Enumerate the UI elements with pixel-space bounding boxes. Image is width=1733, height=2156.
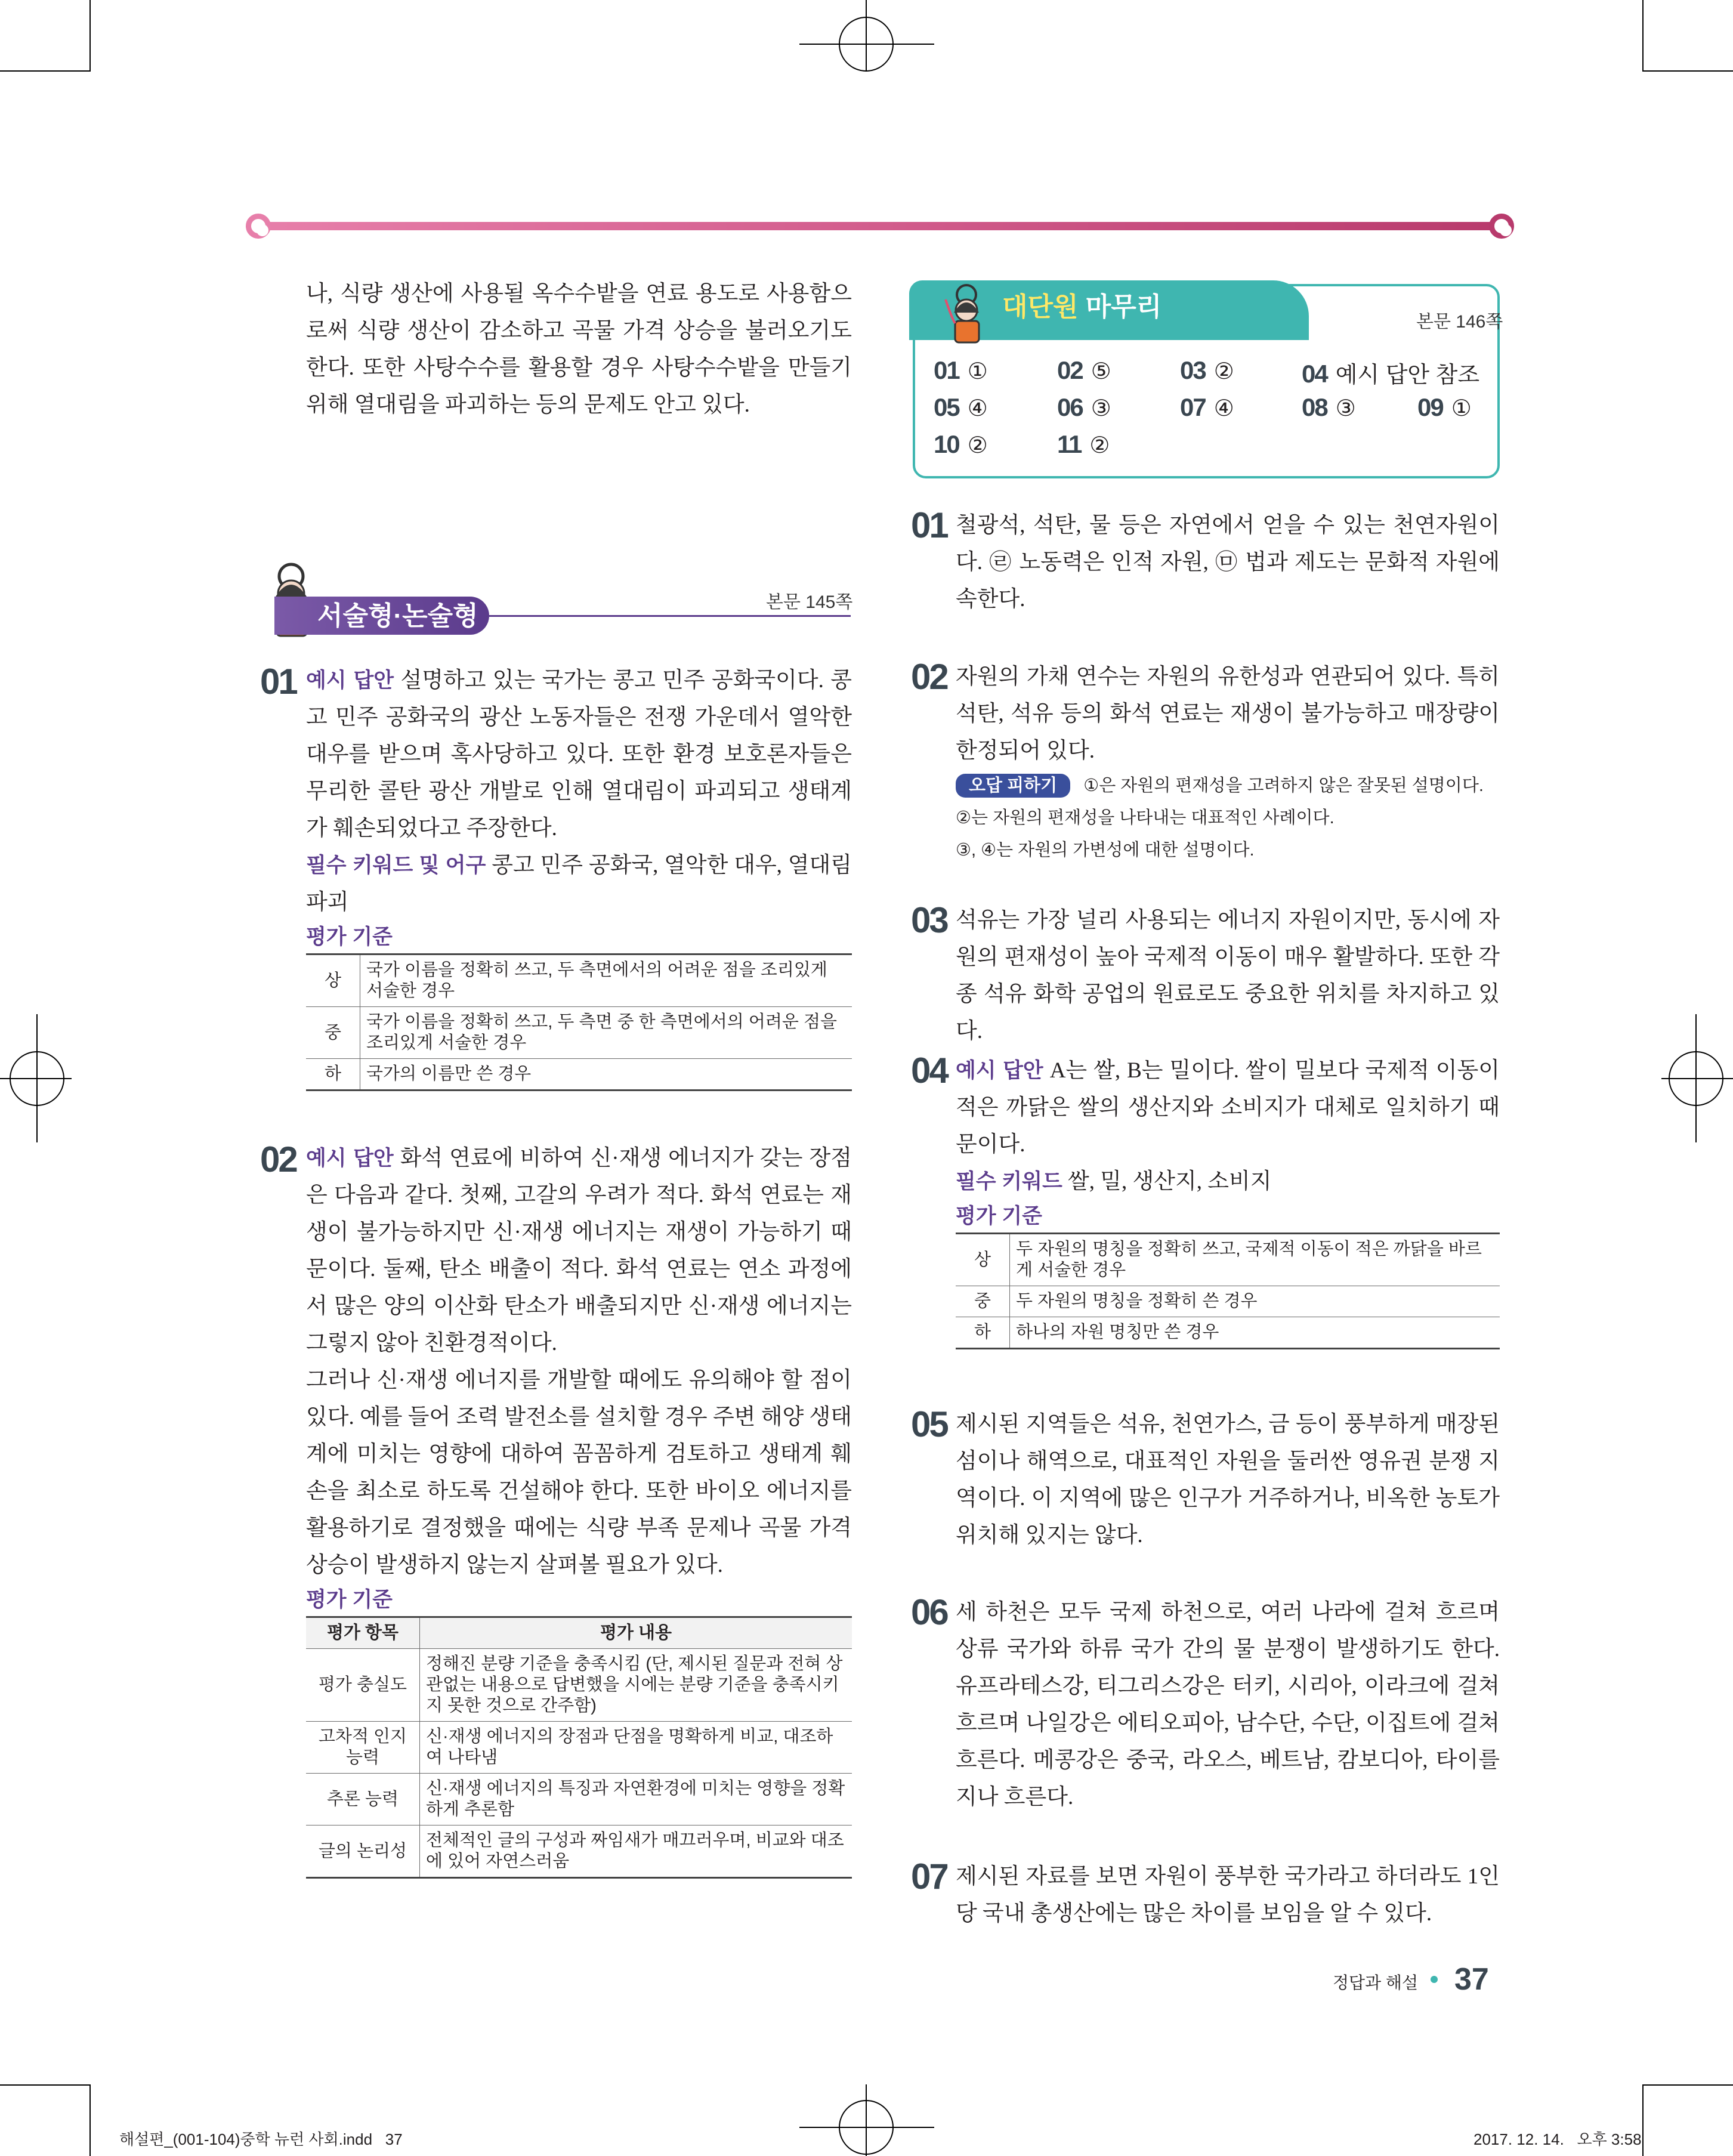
answer-num: 11 [1057, 430, 1082, 458]
answer-03 [1180, 356, 1234, 385]
table-row [956, 1286, 1500, 1317]
essay-ref: 본문 145쪽 [766, 592, 853, 612]
table-row [306, 1007, 852, 1059]
explanation-02-number: 02 [911, 657, 947, 697]
explanation-01-number: 01 [911, 505, 947, 545]
explanation-04-eval-label: 평가 기준 [956, 1204, 1042, 1228]
answer-06 [1057, 393, 1111, 422]
answer-04 [1302, 356, 1479, 389]
table-row [956, 1234, 1500, 1286]
registration-line [1661, 1078, 1733, 1079]
explanation-07-number: 07 [911, 1857, 947, 1896]
desc-cell: 국가 이름을 정확히 쓰고, 두 측면에서의 어려운 점을 조리있게 서술한 경우 [360, 955, 852, 1007]
answer-num: 06 [1057, 393, 1083, 421]
answer-value: 예시 답안 참조 [1335, 363, 1480, 388]
registration-line [36, 1014, 38, 1142]
crop-mark [1644, 70, 1733, 72]
grade-cell: 중 [956, 1286, 1010, 1317]
crop-mark [1642, 2084, 1644, 2156]
item-cell: 추론 능력 [306, 1774, 420, 1826]
table-row [306, 1059, 852, 1091]
explanation-04-answer [956, 1052, 1500, 1163]
answer-01 [934, 356, 988, 385]
answer-value: ① [967, 359, 988, 384]
desc-cell: 신·재생 에너지의 장점과 단점을 명확하게 비교, 대조하여 나타냄 [420, 1722, 852, 1774]
table-row [306, 955, 852, 1007]
explanation-06-text: 세 하천은 모두 국제 하천으로, 여러 나라에 걸쳐 흐르며 상류 국가와 하류 국가 간의 물 분쟁이 발생하기도 한다. 유프라테스강, 티그리스강은 터키, 시리아, 이라크에 걸쳐 흐르며 나일강은 에티오피아, 남수단, 수단, 이집트에 걸쳐 흐른다. 메콩강은 중국, 라오스, 베트남, 캄보디아, 타이를 지나 흐른다. [956, 1600, 1500, 1809]
review-ref: 본문 146쪽 [1416, 312, 1503, 332]
grade-cell: 상 [306, 955, 360, 1007]
explanation-02 [956, 659, 1500, 866]
explanation-07 [956, 1858, 1500, 1932]
answer-num: 03 [1180, 356, 1206, 384]
explanation-04 [956, 1052, 1500, 1349]
explanation-05-text: 제시된 지역들은 석유, 천연가스, 금 등이 풍부하게 매장된 섬이나 해역으로, 대표적인 자원을 둘러싼 영유권 분쟁 지역이다. 이 지역에 많은 인구가 거주하거나, 비옥한 농토가 위치해 있지는 않다. [956, 1412, 1500, 1547]
header-bar [257, 222, 1503, 230]
odap-badge: 오답 피하기 [956, 774, 1070, 798]
review-title-a: 대단원 [1002, 292, 1079, 322]
answer-09 [1417, 393, 1472, 422]
page-number: 37 [1454, 1962, 1489, 1997]
essay-q1-eval-table [306, 953, 852, 1091]
desc-cell: 국가의 이름만 쓴 경우 [360, 1059, 852, 1091]
registration-line [1695, 1014, 1697, 1142]
left-intro-paragraph [306, 276, 852, 424]
grade-cell: 중 [306, 1007, 360, 1059]
answer-value: ④ [1213, 396, 1234, 421]
answer-value: ① [1451, 396, 1472, 421]
left-intro-text: 나, 식량 생산에 사용될 옥수수밭을 연료 용도로 사용함으로써 식량 생산이 감소하고 곡물 가격 상승을 불러오기도 한다. 또한 사탕수수를 활용할 경우 사탕수수밭을 만들기 위해 열대림을 파괴하는 등의 문제도 안고 있다. [306, 282, 852, 417]
explanation-03 [956, 902, 1500, 1050]
registration-line [799, 44, 934, 45]
answer-num: 02 [1057, 356, 1083, 384]
explanation-05 [956, 1406, 1500, 1554]
crop-mark [89, 2084, 91, 2156]
desc-cell: 정해진 분량 기준을 충족시킴 (단, 제시된 질문과 전혀 상관없는 내용으로 답변했을 시에는 분량 기준을 충족시키지 못한 것으로 간주함) [420, 1649, 852, 1722]
essay-q2-text2: 그러나 신·재생 에너지를 개발할 때에도 유의해야 할 점이 있다. 예를 들어 조력 발전소를 설치할 경우 주변 해양 생태계에 미치는 영향에 대하여 꼼꼼하게 검토하고 생태계 훼손을 최소로 하도록 건설해야 한다. 또한 바이오 에너지를 활용하기로 결정했을 때에는 식량 부족 문제나 곡물 가격 상승이 발생하지 않는지 살펴볼 필요가 있다. [306, 1368, 852, 1577]
answer-value: ⑤ [1091, 359, 1111, 384]
footer-section: 정답과 해설 [1333, 1973, 1419, 1992]
essay-q2-text1: 화석 연료에 비하여 신·재생 에너지가 갖는 장점은 다음과 같다. 첫째, 고갈의 우려가 적다. 화석 연료는 재생이 불가능하지만 신·재생 에너지는 재생이 가능하기 때문이다. 둘째, 탄소 배출이 적다. 화석 연료는 연소 과정에서 많은 양의 이산화 탄소가 배출되지만 신·재생 에너지는 그렇지 않아 친환경적이다. [306, 1146, 852, 1355]
odap-line-1 [956, 770, 1500, 802]
table-row [956, 1317, 1500, 1349]
essay-q1-lead: 예시 답안 [306, 669, 394, 692]
print-slug-file: 해설편_(001-104)중학 뉴런 사회.indd 37 [119, 2130, 403, 2148]
explanation-06 [956, 1594, 1500, 1816]
answer-num: 10 [934, 430, 959, 458]
registration-line [799, 2127, 934, 2128]
table-row [306, 1826, 852, 1878]
answer-value: ② [1213, 359, 1234, 384]
desc-cell: 전체적인 글의 구성과 짜임새가 매끄러우며, 비교와 대조에 있어 자연스러움 [420, 1826, 852, 1878]
essay-q2-eval-table [306, 1616, 852, 1879]
essay-q1-text: 설명하고 있는 국가는 콩고 민주 공화국이다. 콩고 민주 공화국의 광산 노동자들은 전쟁 가운데서 열악한 대우를 받으며 혹사당하고 있다. 또한 환경 보호론자들은 무리한 콜탄 광산 개발로 인해 열대림이 파괴되고 생태계가 훼손되었다고 주장한다. [306, 668, 852, 841]
answer-value: ④ [967, 396, 988, 421]
item-cell: 고차적 인지 능력 [306, 1722, 420, 1774]
page-footer [1330, 1962, 1503, 1997]
answer-05 [934, 393, 988, 422]
essay-q2 [306, 1140, 852, 1879]
answer-07 [1180, 393, 1234, 422]
explanation-04-kw-label: 필수 키워드 [956, 1170, 1062, 1193]
item-cell: 평가 충실도 [306, 1649, 420, 1722]
odap-line-3: ③, ④는 자원의 가변성에 대한 설명이다. [956, 841, 1255, 860]
print-slug-date: 2017. 12. 14. 오후 3:58 [1473, 2130, 1642, 2148]
answer-num: 08 [1302, 393, 1327, 421]
header-cell: 평가 항목 [306, 1617, 420, 1649]
item-cell: 글의 논리성 [306, 1826, 420, 1878]
essay-q1-keywords [306, 847, 852, 921]
desc-cell: 두 자원의 명칭을 정확히 쓰고, 국제적 이동이 적은 까닭을 바르게 서술한 경우 [1010, 1234, 1500, 1286]
crop-mark [1644, 2084, 1733, 2086]
answer-num: 07 [1180, 393, 1206, 421]
table-row [306, 1649, 852, 1722]
answer-num: 04 [1302, 360, 1327, 388]
essay-q2-lead: 예시 답안 [306, 1147, 394, 1170]
explanation-03-number: 03 [911, 900, 947, 940]
essay-section-header [260, 561, 857, 638]
crop-mark [0, 70, 89, 72]
explanation-04-kw-text: 쌀, 밀, 생산지, 소비지 [1068, 1169, 1272, 1194]
odap-text: ①은 자원의 편재성을 고려하지 않은 잘못된 설명이다. [1083, 776, 1484, 795]
essay-q1-kw-text: 콩고 민주 공화국, 열악한 대우, 열대림 파괴 [306, 853, 852, 915]
character-icon [940, 282, 999, 347]
registration-line [866, 2084, 867, 2156]
explanation-04-keywords [956, 1163, 1500, 1200]
answer-02 [1057, 356, 1111, 385]
answer-num: 01 [934, 356, 959, 384]
essay-q1-eval-label: 평가 기준 [306, 925, 393, 949]
grade-cell: 하 [306, 1059, 360, 1091]
crop-mark [0, 2084, 89, 2086]
desc-cell: 하나의 자원 명칭만 쓴 경우 [1010, 1317, 1500, 1349]
explanation-02-text: 자원의 가채 연수는 자원의 유한성과 연관되어 있다. 특히 석탄, 석유 등의 화석 연료는 재생이 불가능하고 매장량이 한정되어 있다. [956, 665, 1500, 763]
explanation-06-number: 06 [911, 1592, 947, 1632]
registration-line [866, 0, 867, 72]
desc-cell: 신·재생 에너지의 특징과 자연환경에 미치는 영향을 정확하게 추론함 [420, 1774, 852, 1826]
answer-08 [1302, 393, 1356, 422]
essay-title: 서술형·논술형 [317, 601, 478, 631]
desc-cell: 국가 이름을 정확히 쓰고, 두 측면 중 한 측면에서의 어려운 점을 조리있게 서술한 경우 [360, 1007, 852, 1059]
answer-value: ② [1089, 433, 1110, 458]
review-title [1002, 291, 1161, 323]
explanation-04-lead: 예시 답안 [956, 1059, 1043, 1082]
answer-10 [934, 430, 988, 459]
answer-num: 09 [1417, 393, 1443, 421]
crop-mark [1642, 0, 1644, 72]
answer-value: ③ [1335, 396, 1356, 421]
header-bar-dot-left [246, 214, 271, 239]
answer-value: ③ [1091, 396, 1111, 421]
crop-mark [89, 0, 91, 72]
footer-dot [1431, 1976, 1438, 1983]
explanation-04-eval-table [956, 1233, 1500, 1349]
table-row [306, 1774, 852, 1826]
answer-num: 05 [934, 393, 959, 421]
essay-q1-number: 01 [260, 662, 296, 702]
table-header-row [306, 1617, 852, 1649]
registration-line [0, 1078, 72, 1079]
essay-q1-kw-label: 필수 키워드 및 어구 [306, 854, 486, 877]
essay-q2-eval-label: 평가 기준 [306, 1588, 393, 1611]
desc-cell: 두 자원의 명칭을 정확히 쓴 경우 [1010, 1286, 1500, 1317]
essay-title-rule [489, 615, 851, 617]
essay-q1-answer [306, 662, 852, 847]
odap-line-2: ②는 자원의 편재성을 나타내는 대표적인 사례이다. [956, 808, 1334, 827]
explanation-01 [956, 507, 1500, 618]
answer-11 [1057, 430, 1110, 459]
explanation-01-text: 철광석, 석탄, 물 등은 자연에서 얻을 수 있는 천연자원이다. ㉣ 노동력은 인적 자원, ㉤ 법과 제도는 문화적 자원에 속한다. [956, 513, 1500, 611]
answer-value: ② [967, 433, 988, 458]
explanation-03-text: 석유는 가장 널리 사용되는 에너지 자원이지만, 동시에 자원의 편재성이 높아 국제적 이동이 매우 활발하다. 또한 각종 석유 화학 공업의 원료로도 중요한 위치를 차지하고 있다. [956, 908, 1500, 1043]
essay-q2-number: 02 [260, 1139, 296, 1179]
explanation-04-text: A는 쌀, B는 밀이다. 쌀이 밀보다 국제적 이동이 적은 까닭은 쌀의 생산지와 소비지가 대체로 일치하기 때문이다. [956, 1058, 1500, 1157]
header-cell: 평가 내용 [420, 1617, 852, 1649]
review-title-b: 마무리 [1085, 292, 1162, 322]
explanation-05-number: 05 [911, 1404, 947, 1444]
explanation-04-number: 04 [911, 1051, 947, 1091]
table-row [306, 1722, 852, 1774]
explanation-07-text: 제시된 자료를 보면 자원이 풍부한 국가라고 하더라도 1인당 국내 총생산에는 많은 차이를 보임을 알 수 있다. [956, 1864, 1500, 1926]
grade-cell: 상 [956, 1234, 1010, 1286]
essay-q1 [306, 662, 852, 1091]
essay-q2-answer [306, 1140, 852, 1362]
header-bar-dot-right [1489, 214, 1514, 239]
grade-cell: 하 [956, 1317, 1010, 1349]
